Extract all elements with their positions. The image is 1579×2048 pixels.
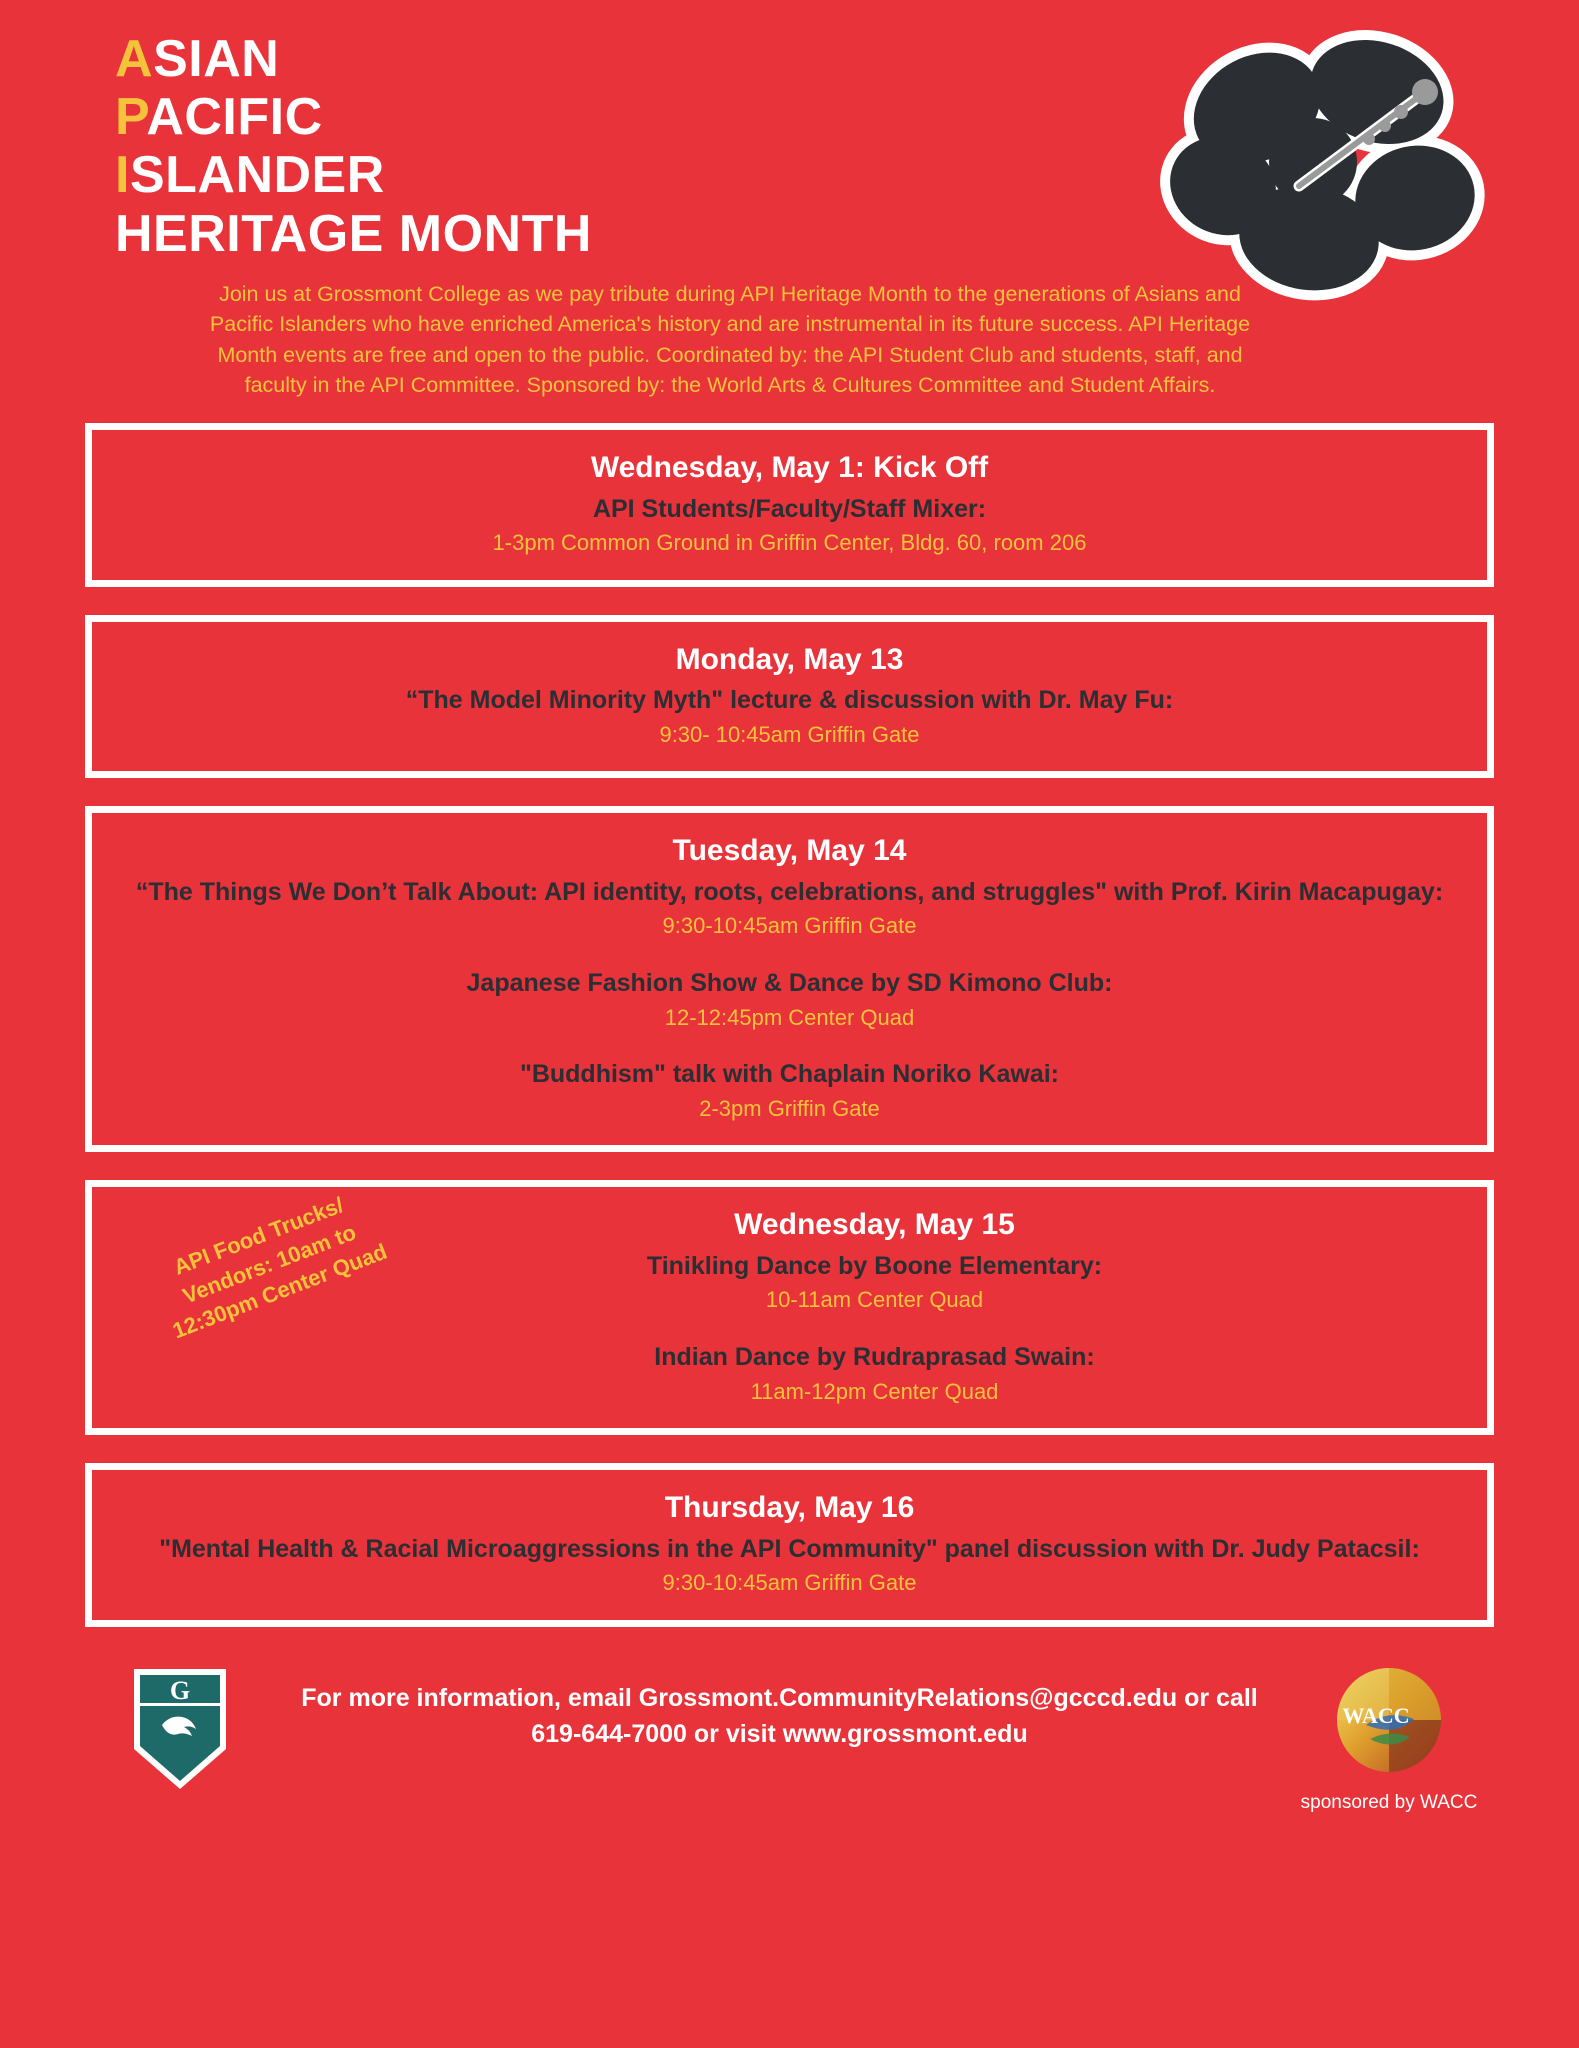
event-card-may-1 bbox=[85, 423, 1494, 587]
event-card-may-13 bbox=[85, 615, 1494, 779]
title-line-islander bbox=[115, 146, 1519, 204]
event-title: "Buddhism" talk with Chaplain Noriko Kawai: bbox=[519, 1060, 1060, 1089]
event-title: “The Things We Don’t Talk About: API identity, roots, celebrations, and struggles" with Prof. Kirin Macapugay: bbox=[135, 877, 1444, 906]
grossmont-logo-wrap bbox=[85, 1663, 275, 1789]
event-item bbox=[122, 1058, 1457, 1123]
event-card-may-16 bbox=[85, 1463, 1494, 1627]
event-detail: 2-3pm Griffin Gate bbox=[699, 1095, 880, 1121]
card-date: Tuesday, May 14 bbox=[672, 834, 907, 868]
title-accent-p: P bbox=[115, 88, 147, 147]
event-item bbox=[122, 876, 1457, 941]
title-rest-pacific: ACIFIC bbox=[146, 88, 323, 147]
event-title: Tinikling Dance by Boone Elementary: bbox=[646, 1251, 1103, 1280]
event-item bbox=[292, 1341, 1457, 1406]
contact-info: For more information, email Grossmont.CommunityRelations@gcccd.edu or call 619-644-7000 or visit www.grossmont.edu bbox=[301, 1684, 1258, 1748]
event-title: Indian Dance by Rudraprasad Swain: bbox=[654, 1343, 1095, 1372]
grossmont-college-logo bbox=[134, 1669, 226, 1789]
intro-paragraph: Join us at Grossmont College as we pay tribute during API Heritage Month to the generations of Asians and Pacific Islanders who have enriched America's history and are instrumental in its future success. API Heritage Month events are free and open to the public. Coordinated by: the API Student Club and students, staff, and faculty in the API Committee. Sponsored by: the World Arts & Cultures Committee and Student Affairs. bbox=[209, 281, 1251, 398]
event-detail: 9:30-10:45am Griffin Gate bbox=[662, 1570, 917, 1596]
event-title: "Mental Health & Racial Microaggressions in the API Community" panel discussion with Dr. Judy Patacsil: bbox=[159, 1534, 1420, 1563]
title-rest-asian: SIAN bbox=[153, 30, 280, 88]
card-date: Wednesday, May 1: Kick Off bbox=[590, 451, 989, 484]
title-line-pacific bbox=[115, 88, 1519, 146]
title-line-heritage-month bbox=[115, 205, 1519, 263]
poster-footer bbox=[0, 1655, 1579, 1814]
event-item bbox=[292, 1250, 1457, 1315]
event-detail: 9:30- 10:45am Griffin Gate bbox=[659, 721, 920, 747]
grossmont-logo-letter: G bbox=[169, 1676, 191, 1705]
event-detail: 12-12:45pm Center Quad bbox=[664, 1004, 915, 1030]
title-accent-i: I bbox=[115, 146, 130, 205]
wacc-logo-icon bbox=[1314, 1665, 1464, 1783]
event-detail: 11am-12pm Center Quad bbox=[750, 1378, 999, 1404]
event-item bbox=[122, 493, 1457, 558]
wacc-caption: sponsored by WACC bbox=[1300, 1792, 1478, 1813]
event-detail: 10-11am Center Quad bbox=[765, 1287, 984, 1313]
title-line-asian bbox=[115, 30, 1519, 88]
event-detail: 9:30-10:45am Griffin Gate bbox=[662, 913, 917, 939]
food-trucks-note: API Food Trucks/ Vendors: 10am to 12:30pm Center Quad bbox=[169, 1192, 391, 1345]
event-card-may-15 bbox=[85, 1180, 1494, 1435]
card-date: Wednesday, May 15 bbox=[734, 1208, 1015, 1242]
event-item bbox=[122, 967, 1457, 1032]
title-rest-islander: SLANDER bbox=[129, 146, 385, 205]
event-card-may-14 bbox=[85, 806, 1494, 1152]
event-title: API Students/Faculty/Staff Mixer: bbox=[592, 494, 987, 523]
wacc-logo-label: WACC bbox=[1342, 1703, 1410, 1728]
event-title: “The Model Minority Myth" lecture & discussion with Dr. May Fu: bbox=[405, 686, 1174, 715]
event-title: Japanese Fashion Show & Dance by SD Kimono Club: bbox=[466, 969, 1113, 998]
event-cards bbox=[0, 423, 1579, 1627]
card-date: Thursday, May 16 bbox=[664, 1491, 915, 1525]
title-accent-a: A bbox=[115, 30, 154, 88]
event-detail: 1-3pm Common Ground in Griffin Center, Bldg. 60, room 206 bbox=[492, 530, 1087, 555]
event-item bbox=[122, 1533, 1457, 1598]
event-item bbox=[122, 684, 1457, 749]
title-rest-heritage: HERITAGE MONTH bbox=[115, 204, 592, 263]
poster-header bbox=[0, 0, 1579, 401]
wacc-logo-wrap bbox=[1284, 1663, 1494, 1814]
card-date: Monday, May 13 bbox=[675, 642, 904, 676]
page-title bbox=[115, 30, 1519, 263]
